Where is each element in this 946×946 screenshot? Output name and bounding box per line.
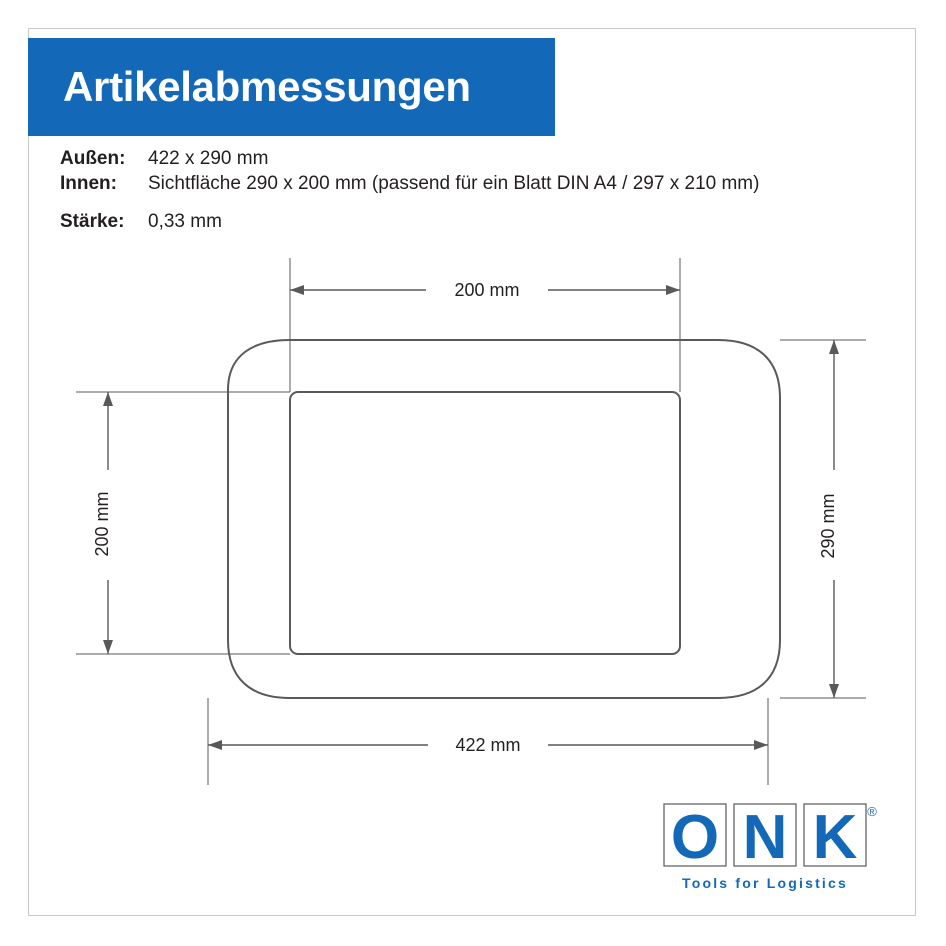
arrow-top-right [666, 285, 680, 295]
title-banner [28, 38, 555, 136]
arrow-right-bottom [829, 684, 839, 698]
dim-label-top: 200 mm [454, 280, 520, 300]
page-title: Artikelabmessungen [63, 63, 471, 110]
dim-label-bottom: 422 mm [455, 735, 521, 755]
spec-value-innen: Sichtfläche 290 x 200 mm (passend für ein Blatt DIN A4 / 297 x 210 mm) [148, 173, 760, 194]
registered-mark-icon: ® [867, 804, 877, 819]
onk-logo [660, 800, 890, 910]
arrow-top-left [290, 285, 304, 295]
spec-value-aussen: 422 x 290 mm [148, 148, 269, 169]
arrow-left-top [103, 392, 113, 406]
arrow-bottom-right [754, 740, 768, 750]
logo-letter-n: N [742, 803, 788, 872]
logo-letter-k: K [812, 803, 858, 872]
spec-label-aussen: Außen: [60, 148, 126, 169]
arrow-right-top [829, 340, 839, 354]
spec-value-staerke: 0,33 mm [148, 211, 222, 232]
spec-row-staerke [60, 211, 880, 233]
spec-label-staerke: Stärke: [60, 211, 125, 232]
spec-label-innen: Innen: [60, 173, 117, 194]
logo-letter-o: O [670, 803, 720, 872]
spec-row-innen [60, 173, 880, 195]
dimension-drawing [28, 240, 916, 820]
arrow-bottom-left [208, 740, 222, 750]
spec-row-aussen [60, 148, 880, 170]
inner-window [290, 392, 680, 654]
dim-label-left: 200 mm [92, 491, 112, 557]
logo-tagline: Tools for Logistics [682, 875, 848, 891]
dim-label-right: 290 mm [818, 493, 838, 559]
arrow-left-bottom [103, 640, 113, 654]
specifications-list [60, 148, 880, 236]
